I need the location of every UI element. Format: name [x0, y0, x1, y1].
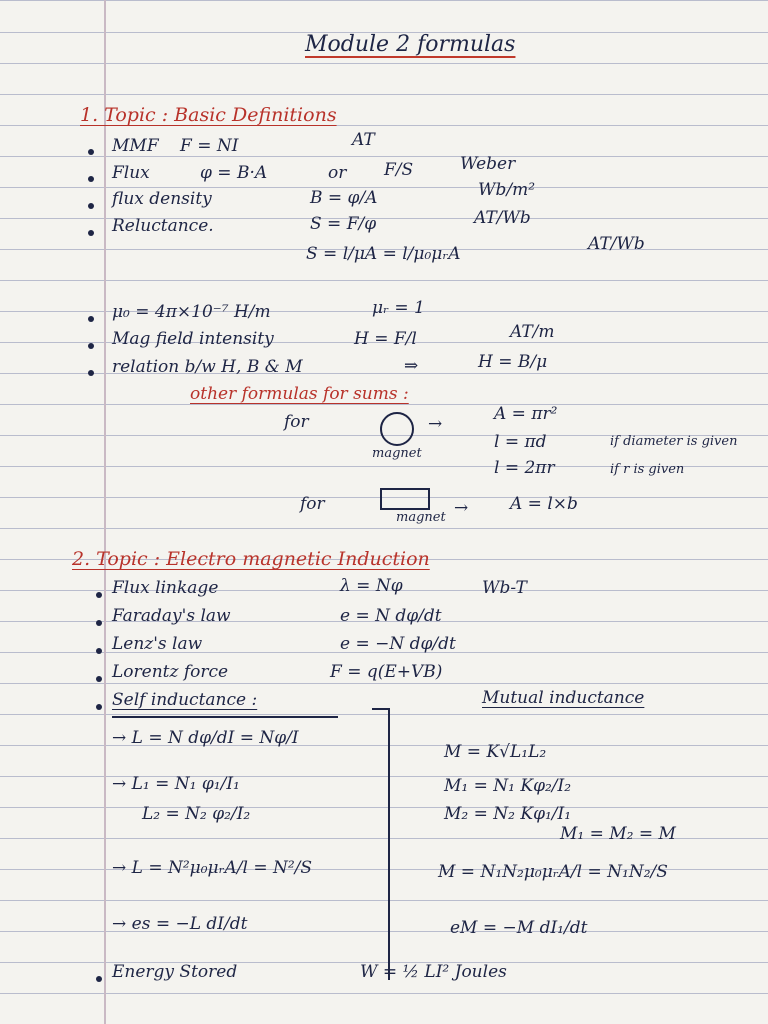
bullet [88, 149, 94, 155]
bullet [96, 648, 102, 654]
relation-label: relation b/w H, B & M [112, 357, 303, 377]
mmf-formula: F = NI [180, 136, 239, 156]
faraday-formula: e = N dφ/dt [340, 606, 442, 626]
flux-linkage-label: Flux linkage [112, 578, 219, 598]
self-inductance-heading: Self inductance : [112, 690, 258, 710]
self-formula-4: → L = N²μ₀μᵣA/l = N²/S [112, 858, 313, 878]
bullet [88, 176, 94, 182]
lorentz-label: Lorentz force [112, 662, 229, 682]
flux-linkage-unit: Wb-T [482, 578, 527, 598]
bullet [96, 676, 102, 682]
circle-length1: l = πd [494, 432, 547, 452]
bullet [88, 343, 94, 349]
section2-heading: 2. Topic : Electro magnetic Induction [72, 548, 430, 570]
lorentz-formula: F = q(E+VB) [330, 662, 443, 682]
rect-area: A = l×b [510, 494, 578, 514]
mur-formula: μᵣ = 1 [372, 298, 425, 318]
circle-note1: if diameter is given [610, 434, 738, 449]
circle-magnet-label: magnet [372, 446, 422, 461]
flux-density-unit: Wb/m² [478, 180, 536, 200]
flux-or: or [328, 163, 347, 183]
relation-arrow: ⇒ [404, 356, 419, 376]
arrow: → [428, 414, 443, 434]
flux-formula: φ = B·A [200, 163, 268, 183]
mutual-inductance-heading: Mutual inductance [482, 688, 645, 708]
bullet [88, 230, 94, 236]
self-formula-2: → L₁ = N₁ φ₁/I₁ [112, 774, 240, 794]
energy-label: Energy Stored [112, 962, 238, 982]
self-formula-1: → L = N dφ/dI = Nφ/I [112, 728, 299, 748]
reluctance-label: Reluctance. [112, 216, 214, 236]
bullet [88, 316, 94, 322]
faraday-label: Faraday's law [112, 606, 231, 626]
flux-label: Flux [112, 163, 150, 183]
self-formula-3: L₂ = N₂ φ₂/I₂ [142, 804, 251, 824]
mutual-formula-1: M = K√L₁L₂ [444, 742, 547, 762]
mutual-formula-2: M₁ = N₁ Kφ₂/I₂ [444, 776, 572, 796]
bullet [96, 620, 102, 626]
reluctance-unit: AT/Wb [474, 208, 531, 228]
reluctance-formula: S = F/φ [310, 214, 377, 234]
mmf-unit: AT [352, 130, 375, 150]
other-formulas-heading: other formulas for sums : [190, 384, 409, 404]
reluctance-unit2: AT/Wb [588, 234, 645, 254]
circle-area: A = πr² [494, 404, 558, 424]
lenz-label: Lenz's law [112, 634, 203, 654]
energy-formula: W = ½ LI² Joules [360, 962, 507, 982]
mutual-formula-4: M₁ = M₂ = M [560, 824, 676, 844]
flux-linkage-formula: λ = Nφ [340, 576, 403, 596]
self-formula-5: → es = −L dI/dt [112, 914, 248, 934]
bullet [96, 704, 102, 710]
lenz-formula: e = −N dφ/dt [340, 634, 456, 654]
mutual-formula-3: M₂ = N₂ Kφ₁/I₁ [444, 804, 572, 824]
flux-density-label: flux density [112, 189, 212, 209]
flux-unit: Weber [460, 154, 516, 174]
mu0-formula: μ₀ = 4π×10⁻⁷ H/m [112, 302, 271, 322]
rect-for: for [300, 494, 325, 514]
page-title: Module 2 formulas [305, 32, 516, 57]
section1-heading: 1. Topic : Basic Definitions [80, 104, 337, 126]
bullet [96, 976, 102, 982]
field-intensity-label: Mag field intensity [112, 329, 274, 349]
mmf-label: MMF [112, 136, 159, 156]
bullet [88, 203, 94, 209]
rect-magnet-shape [380, 488, 430, 510]
field-intensity-unit: AT/m [510, 322, 555, 342]
circle-note2: if r is given [610, 462, 685, 477]
relation-formula: H = B/μ [478, 352, 548, 372]
circle-length2: l = 2πr [494, 458, 555, 478]
bullet [88, 370, 94, 376]
circle-for: for [284, 412, 309, 432]
self-underline [112, 716, 338, 718]
column-divider [388, 708, 390, 980]
flux-alt: F/S [384, 160, 414, 180]
flux-density-formula: B = φ/A [310, 188, 378, 208]
margin-line [104, 0, 106, 1024]
arrow: → [454, 498, 469, 518]
rect-magnet-label: magnet [396, 510, 446, 525]
bullet [96, 592, 102, 598]
mutual-formula-6: eM = −M dI₁/dt [450, 918, 588, 938]
circle-magnet-shape [380, 412, 414, 446]
reluctance-formula2: S = l/μA = l/μ₀μᵣA [306, 244, 461, 264]
mutual-formula-5: M = N₁N₂μ₀μᵣA/l = N₁N₂/S [438, 862, 668, 882]
field-intensity-formula: H = F/l [354, 329, 417, 349]
